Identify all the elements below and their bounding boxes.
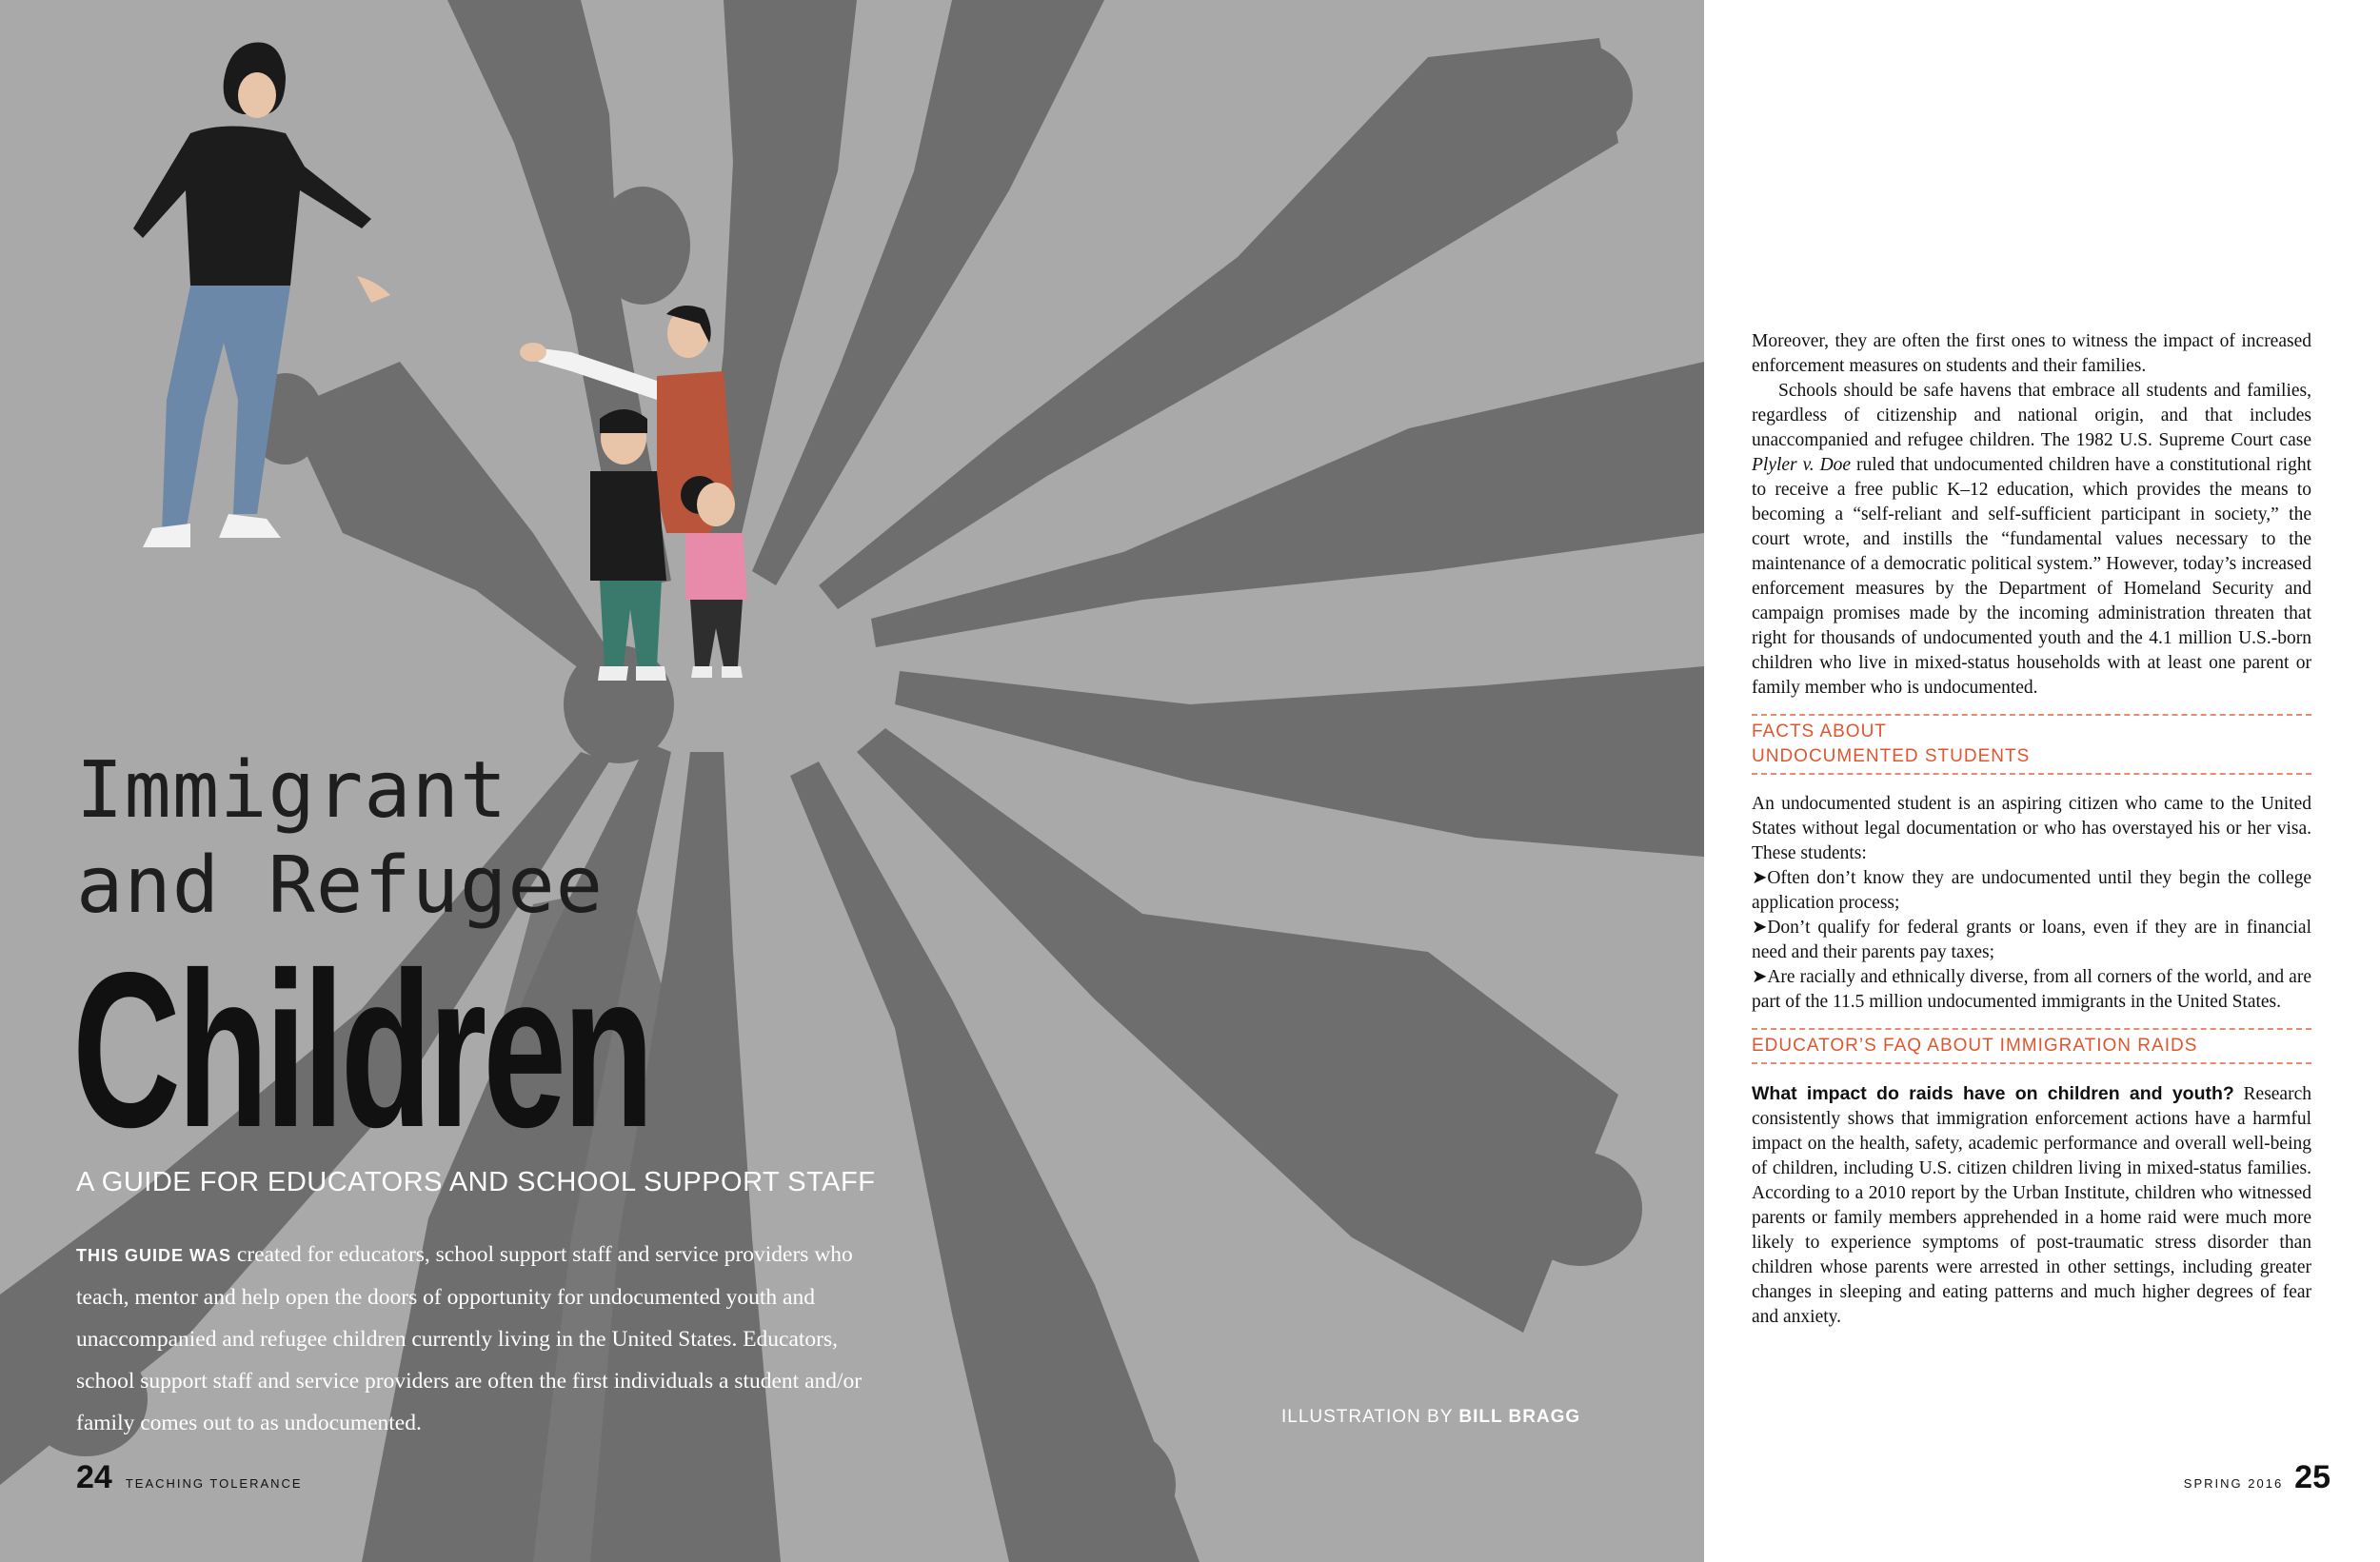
title-line-3: Children xyxy=(72,927,651,1174)
paragraph-2-a: Schools should be safe havens that embrace all students and families, regardless of citizenship and national origin, and that includes unaccompanied and refugee children. The 1982 U.S. Supreme Court case xyxy=(1752,381,2311,450)
credit-prefix: ILLUSTRATION BY xyxy=(1281,1407,1459,1427)
facts-heading-line-1: FACTS ABOUT xyxy=(1752,722,1887,741)
page-number-left: 24 xyxy=(76,1459,112,1495)
arrow-bullet-icon: ➤ xyxy=(1752,918,1768,938)
credit-name: BILL BRAGG xyxy=(1458,1407,1581,1427)
facts-intro: An undocumented student is an aspiring citizen who came to the United States without legal documentation or who has overstayed his or her visa. These students: xyxy=(1752,794,2311,863)
facts-heading-line-2: UNDOCUMENTED STUDENTS xyxy=(1752,746,2031,766)
fact-bullet-2 xyxy=(1752,916,2311,965)
publication-name: TEACHING TOLERANCE xyxy=(125,1476,303,1491)
page-number-right: 25 xyxy=(2294,1459,2330,1495)
fact-bullet-3-text: Are racially and ethnically diverse, from all corners of the world, and are part of the 11.5 million undocumented immigrants in the United States. xyxy=(1752,967,2311,1012)
title-line-1: Immigrant xyxy=(76,745,508,836)
right-page xyxy=(1704,0,2380,1562)
intro-text: created for educators, school support staff and service providers who teach, mentor and help open the doors of opportunity for undocumented youth and unaccompanied and refugee children currently living in the United States. Educators, school support staff and service providers are often the first individuals a student and/or family comes out to as undocumented. xyxy=(76,1242,863,1435)
fact-bullet-1 xyxy=(1752,866,2311,916)
intro-paragraph xyxy=(76,1234,876,1444)
paragraph-2 xyxy=(1752,379,2311,701)
case-name: Plyler v. Doe xyxy=(1752,455,1852,475)
illustration-credit xyxy=(1281,1407,1580,1428)
faq-heading xyxy=(1752,1028,2311,1064)
facts-heading xyxy=(1752,714,2311,775)
paragraph-2-b: ruled that undocumented children have a constitutional right to receive a free public K–12 education, which provides the means to becoming a “self-reliant and self-sufficient participant in society,” the court wrote, and instills the “fundamental values necessary to the maintenance of a democratic political system.” However, today’s increased enforcement measures by the Department of Homeland Security and campaign promises made by the incoming administration threaten that right for thousands of undocumented youth and the 4.1 million U.S.-born children who live in mixed-status households with at least one parent or family member who is undocumented. xyxy=(1752,455,2312,698)
arrow-bullet-icon: ➤ xyxy=(1752,868,1768,888)
arrow-bullet-icon: ➤ xyxy=(1752,967,1768,987)
faq-question: What impact do raids have on children and youth? xyxy=(1752,1083,2234,1104)
fact-bullet-2-text: Don’t qualify for federal grants or loans, even if they are in financial need and their parents pay taxes; xyxy=(1752,918,2311,962)
intro-lead: THIS GUIDE WAS xyxy=(76,1246,232,1265)
faq-heading-text: EDUCATOR’S FAQ ABOUT IMMIGRATION RAIDS xyxy=(1752,1036,2198,1056)
folio-left xyxy=(76,1459,303,1496)
issue-season: SPRING 2016 xyxy=(2183,1476,2284,1491)
faq-answer: Research consistently shows that immigration enforcement actions have a harmful impact on the health, safety, academic performance and overall well-being of children, including U.S. citizen children living in mixed-status families. According to a 2010 report by the Urban Institute, children who witnessed parents or family members apprehended in a home raid were much more likely to experience symptoms of post-traumatic stress disorder than children whose parents were arrested in other settings, including greater changes in sleeping and eating patterns and much higher degrees of fear and anxiety. xyxy=(1752,1084,2311,1327)
subtitle: A GUIDE FOR EDUCATORS AND SCHOOL SUPPORT STAFF xyxy=(76,1167,876,1197)
folio-right xyxy=(2184,1459,2330,1496)
title-line-2: and Refugee xyxy=(76,840,605,931)
faq-paragraph xyxy=(1752,1081,2311,1330)
fact-bullet-3 xyxy=(1752,965,2311,1015)
article-column xyxy=(1752,329,2311,1330)
paragraph-1: Moreover, they are often the first ones to witness the impact of increased enforcement measures on students and their families. xyxy=(1752,331,2311,376)
fact-bullet-1-text: Often don’t know they are undocumented until they begin the college application process; xyxy=(1752,868,2311,913)
